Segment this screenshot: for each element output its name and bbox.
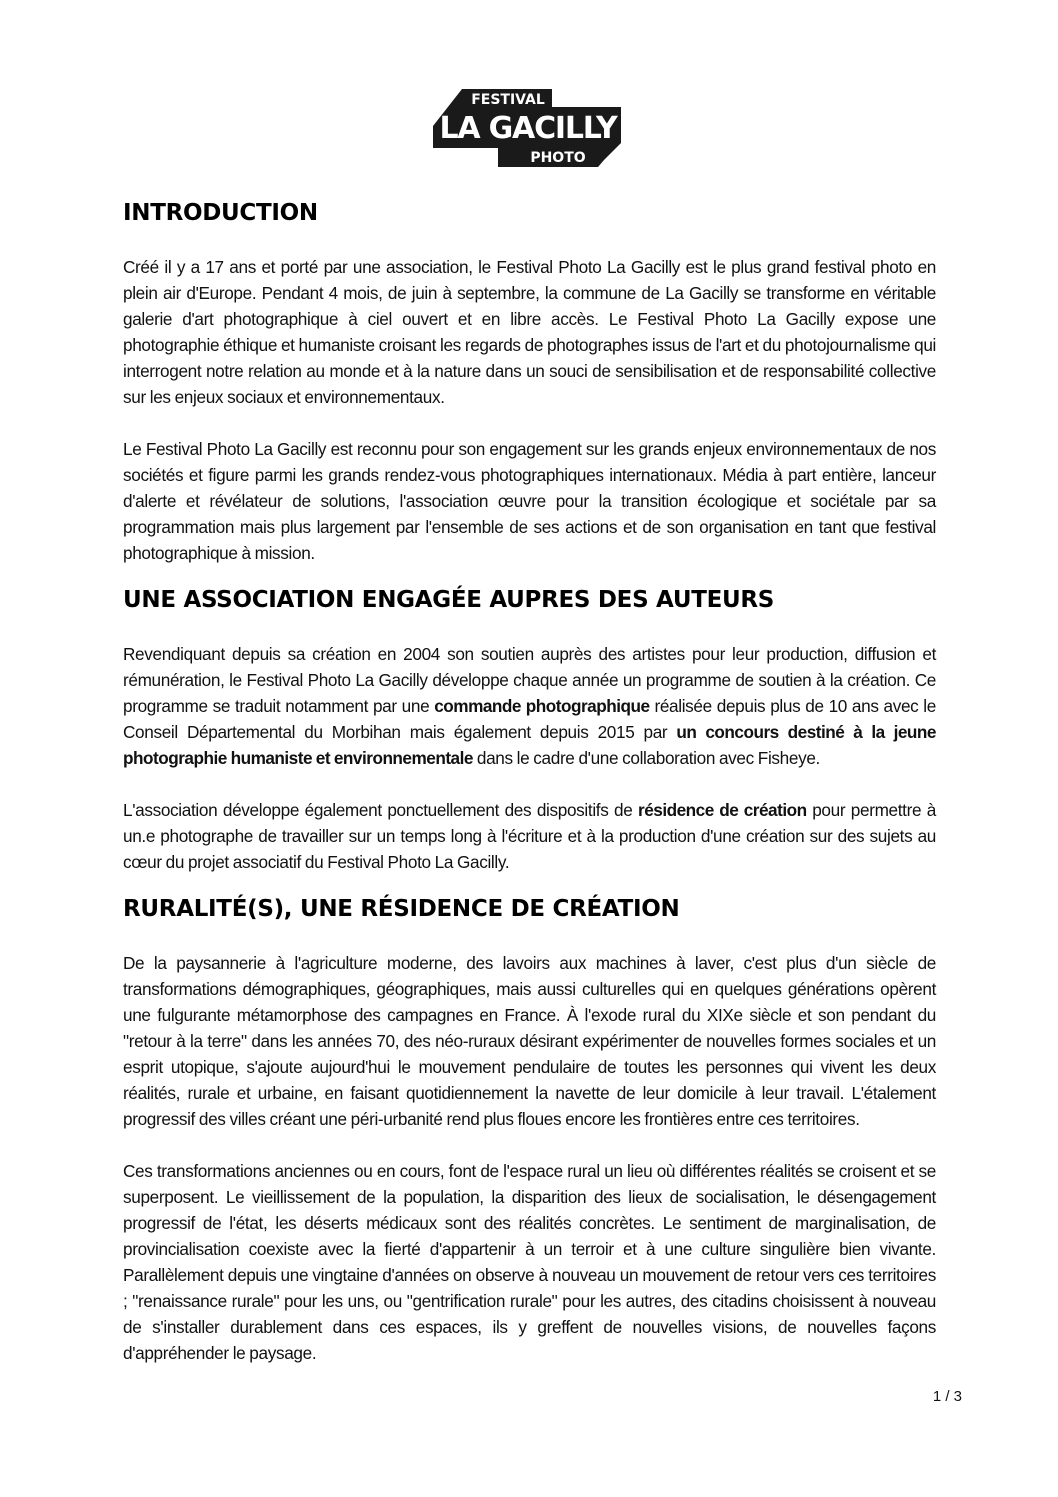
paragraph [123, 436, 936, 566]
svg-text:FESTIVAL: FESTIVAL [471, 92, 545, 108]
bold-emphasis: résidence de création [638, 800, 807, 820]
paragraph-text: Revendiquant depuis sa création en 2004 son soutien auprès des artistes pour leur production, diffusion et rémunération, le Festival Photo La Gacilly développe chaque année un programme de soutien à la création. Ce programme se traduit notamment par une [123, 644, 936, 716]
svg-text:PHOTO: PHOTO [530, 150, 586, 166]
paragraph-text: Ces transformations anciennes ou en cours, font de l'espace rural un lieu où différentes réalités se croisent et se superposent. Le vieillissement de la population, la disparition des lieux de socialisation, le désengagement progressif de l'état, les déserts médicaux sont des réalités concrètes. Le sentiment de marginalisation, de provincialisation coexiste avec la fierté d'appartenir à un terroir et à une culture singulière bien vivante. Parallèlement depuis une vingtaine d'années on observe à nouveau un mouvement de retour vers ces territoires ; "renaissance rurale" pour les uns, ou "gentrification rurale" pour les autres, des citadins choisissent à nouveau de s'installer durablement dans ces espaces, ils y greffent de nouvelles visions, de nouvelles façons d'appréhender le paysage. [123, 1161, 936, 1363]
festival-logo [432, 88, 624, 168]
paragraph [123, 1158, 936, 1366]
paragraph-text: Le Festival Photo La Gacilly est reconnu pour son engagement sur les grands enjeux environnementaux de nos sociétés et figure parmi les grands rendez-vous photographiques internationaux. Média à part entière, lanceur d'alerte et révélateur de solutions, l'association œuvre pour la transition écologique et sociétale par sa programmation mais plus largement par l'ensemble de ses actions et de son organisation en tant que festival photographique à mission. [123, 439, 936, 563]
page-number: 1 / 3 [932, 1388, 962, 1405]
paragraph [123, 950, 936, 1132]
paragraph-text: réalisée depuis plus de 10 ans avec le Conseil Départemental du Morbihan mais également depuis 2015 par [123, 696, 936, 742]
paragraph-text: De la paysannerie à l'agriculture moderne, des lavoirs aux machines à laver, c'est plus d'un siècle de transformations démographiques, géographiques, mais aussi culturelles qui en quelques générations opèrent une fulgurante métamorphose des campagnes en France. À l'exode rural du XIXe siècle et son pendant du "retour à la terre" dans les années 70, des néo-ruraux désirant expérimenter de nouvelles formes sociales et un esprit utopique, s'ajoute aujourd'hui le mouvement pendulaire de toutes les personnes qui vivent les deux réalités, rurale et urbaine, en faisant quotidiennement la navette de leur domicile à leur travail. L'étalement progressif des villes créant une péri-urbanité rend plus floues encore les frontières entre ces territoires. [123, 953, 936, 1129]
section-heading-ruralites: RURALITÉ(S), UNE RÉSIDENCE DE CRÉATION [123, 896, 680, 922]
paragraph [123, 254, 936, 410]
bold-emphasis: un concours destiné à la jeune photographie humaniste et environnementale [123, 722, 936, 768]
paragraph [123, 641, 936, 771]
section-heading-introduction: INTRODUCTION [123, 200, 318, 226]
svg-text:LA GACILLY: LA GACILLY [439, 111, 617, 146]
section-heading-association: UNE ASSOCIATION ENGAGÉE AUPRES DES AUTEURS [123, 587, 775, 613]
paragraph-text: pour permettre à un.e photographe de travailler sur un temps long à l'écriture et à la production d'une création sur des sujets au cœur du projet associatif du Festival Photo La Gacilly. [123, 800, 936, 872]
paragraph-text: L'association développe également ponctuellement des dispositifs de [123, 800, 639, 820]
document-body [123, 197, 936, 1366]
paragraph-text: dans le cadre d'une collaboration avec Fisheye. [472, 748, 820, 768]
festival-logo-badge-icon [432, 88, 624, 168]
paragraph-text: Créé il y a 17 ans et porté par une association, le Festival Photo La Gacilly est le plus grand festival photo en plein air d'Europe. Pendant 4 mois, de juin à septembre, la commune de La Gacilly se transforme en véritable galerie d'art photographique à ciel ouvert et en libre accès. Le Festival Photo La Gacilly expose une photographie éthique et humaniste croisant les regards de photographes issus de l'art et du photojournalisme qui interrogent notre relation au monde et à la nature dans un souci de sensibilisation et de responsabilité collective sur les enjeux sociaux et environnementaux. [123, 257, 936, 407]
paragraph [123, 797, 936, 875]
bold-emphasis: commande photographique [434, 696, 650, 716]
